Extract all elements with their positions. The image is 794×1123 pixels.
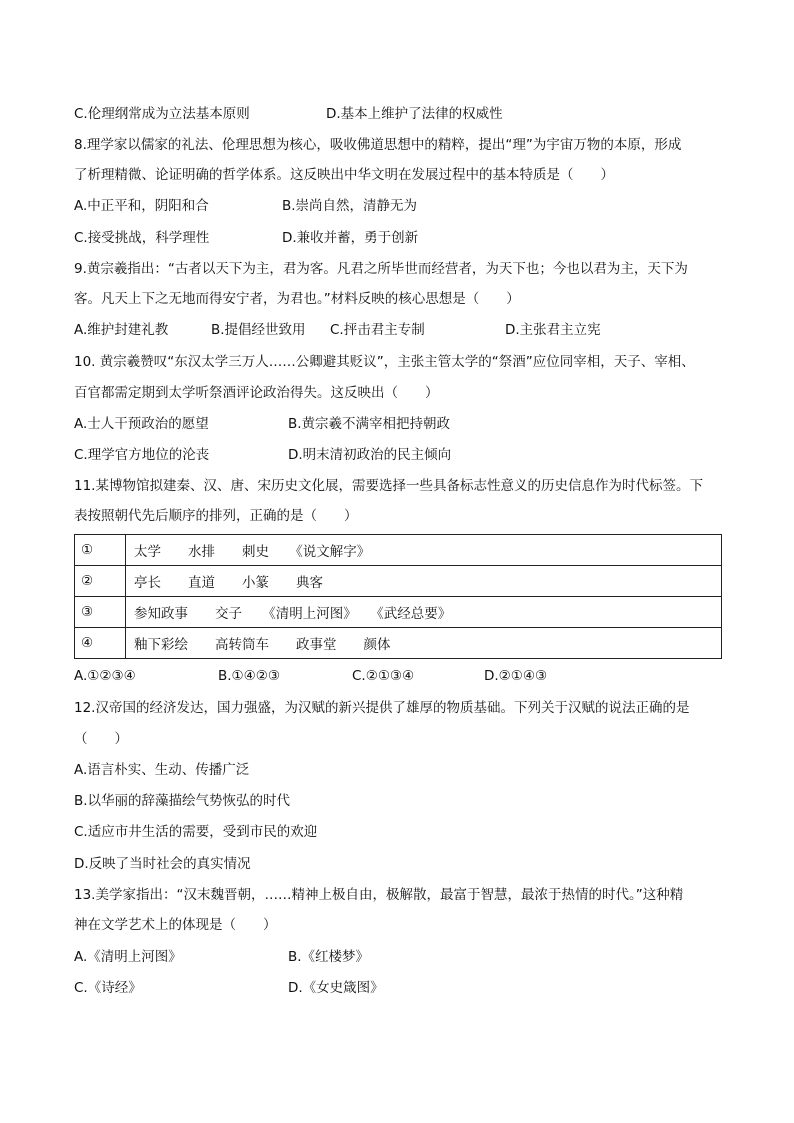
q13-option-b: B.《红楼梦》 — [288, 949, 370, 965]
q8-option-d: D.兼收并蓄，勇于创新 — [282, 230, 419, 246]
q11-option-c: C.②①③④ — [352, 668, 415, 684]
q11-option-a: A.①②③④ — [74, 668, 136, 684]
row-number: ③ — [75, 597, 126, 628]
table-row — [75, 535, 722, 566]
q7-option-d: D.基本上维护了法律的权威性 — [326, 106, 503, 122]
q11-option-d: D.②①④③ — [484, 668, 548, 684]
row-number: ④ — [75, 628, 126, 659]
q10-stem-line-2: 百官都需定期到太学听祭酒评论政治得失。这反映出（ ） — [74, 385, 439, 401]
q9-option-c: C.抨击君主专制 — [330, 322, 425, 338]
q9-option-d: D.主张君主立宪 — [505, 322, 601, 338]
q10-stem-line-1: 10. 黄宗羲赞叹“东汉太学三万人……公卿避其贬议”，主张主管太学的“祭酒”应位同宰相，天子、宰相、 — [74, 354, 695, 370]
q10-option-c: C.理学官方地位的沦丧 — [74, 447, 210, 463]
q11-stem-line-1: 11.某博物馆拟建秦、汉、唐、宋历史文化展，需要选择一些具备标志性意义的历史信息作为时代标签。下 — [74, 478, 703, 494]
row-content: 太学 水排 刺史 《说文解字》 — [126, 535, 722, 566]
row-content: 参知政事 交子 《清明上河图》 《武经总要》 — [126, 597, 722, 628]
q8-stem-line-2: 了析理精微、论证明确的哲学体系。这反映出中华文明在发展过程中的基本特质是（ ） — [74, 167, 614, 183]
q12-stem-line-2: （ ） — [74, 731, 128, 747]
q9-option-b: B.提倡经世致用 — [211, 322, 306, 338]
q10-option-a: A.士人干预政治的愿望 — [74, 416, 209, 432]
q8-option-a: A.中正平和，阴阳和合 — [74, 198, 209, 214]
q9-stem-line-2: 客。凡天上下之无地而得安宁者，为君也。”材料反映的核心思想是（ ） — [74, 291, 520, 307]
q10-option-b: B.黄宗羲不满宰相把持朝政 — [288, 416, 451, 432]
q7-option-c: C.伦理纲常成为立法基本原则 — [74, 106, 250, 122]
q12-option-a: A.语言朴实、生动、传播广泛 — [74, 762, 250, 778]
row-number: ① — [75, 535, 126, 566]
q8-option-b: B.崇尚自然，清静无为 — [282, 198, 418, 214]
q12-option-b: B.以华丽的辞藻描绘气势恢弘的时代 — [74, 793, 291, 809]
table-row — [75, 566, 722, 597]
q11-sequence-table — [74, 534, 722, 659]
table-row — [75, 628, 722, 659]
q12-option-c: C.适应市井生活的需要，受到市民的欢迎 — [74, 824, 318, 840]
q13-option-d: D.《女史箴图》 — [288, 980, 384, 996]
q9-stem-line-1: 9.黄宗羲指出：“古者以天下为主，君为客。凡君之所毕世而经营者，为天下也；今也以君为主，天下为 — [74, 261, 688, 277]
row-content: 亭长 直道 小篆 典客 — [126, 566, 722, 597]
q10-option-d: D.明末清初政治的民主倾向 — [288, 447, 452, 463]
q13-stem-line-2: 神在文学艺术上的体现是（ ） — [74, 917, 277, 933]
q11-stem-line-2: 表按照朝代先后顺序的排列，正确的是（ ） — [74, 508, 358, 524]
q12-option-d: D.反映了当时社会的真实情况 — [74, 856, 251, 872]
q13-option-a: A.《清明上河图》 — [74, 949, 182, 965]
table-row — [75, 597, 722, 628]
q11-option-b: B.①④②③ — [218, 668, 280, 684]
q12-stem-line-1: 12.汉帝国的经济发达，国力强盛，为汉赋的新兴提供了雄厚的物质基础。下列关于汉赋的说法正确的是 — [74, 700, 690, 716]
q13-option-c: C.《诗经》 — [74, 980, 142, 996]
q9-option-a: A.维护封建礼教 — [74, 322, 169, 338]
row-content: 釉下彩绘 高转筒车 政事堂 颜体 — [126, 628, 722, 659]
q8-stem-line-1: 8.理学家以儒家的礼法、伦理思想为核心，吸收佛道思想中的精粹，提出“理”为宇宙万物的本原，形成 — [74, 137, 682, 153]
q8-option-c: C.接受挑战，科学理性 — [74, 230, 210, 246]
q13-stem-line-1: 13.美学家指出：“汉末魏晋朝，……精神上极自由，极解散，最富于智慧，最浓于热情的时代。”这种精 — [74, 887, 684, 903]
row-number: ② — [75, 566, 126, 597]
